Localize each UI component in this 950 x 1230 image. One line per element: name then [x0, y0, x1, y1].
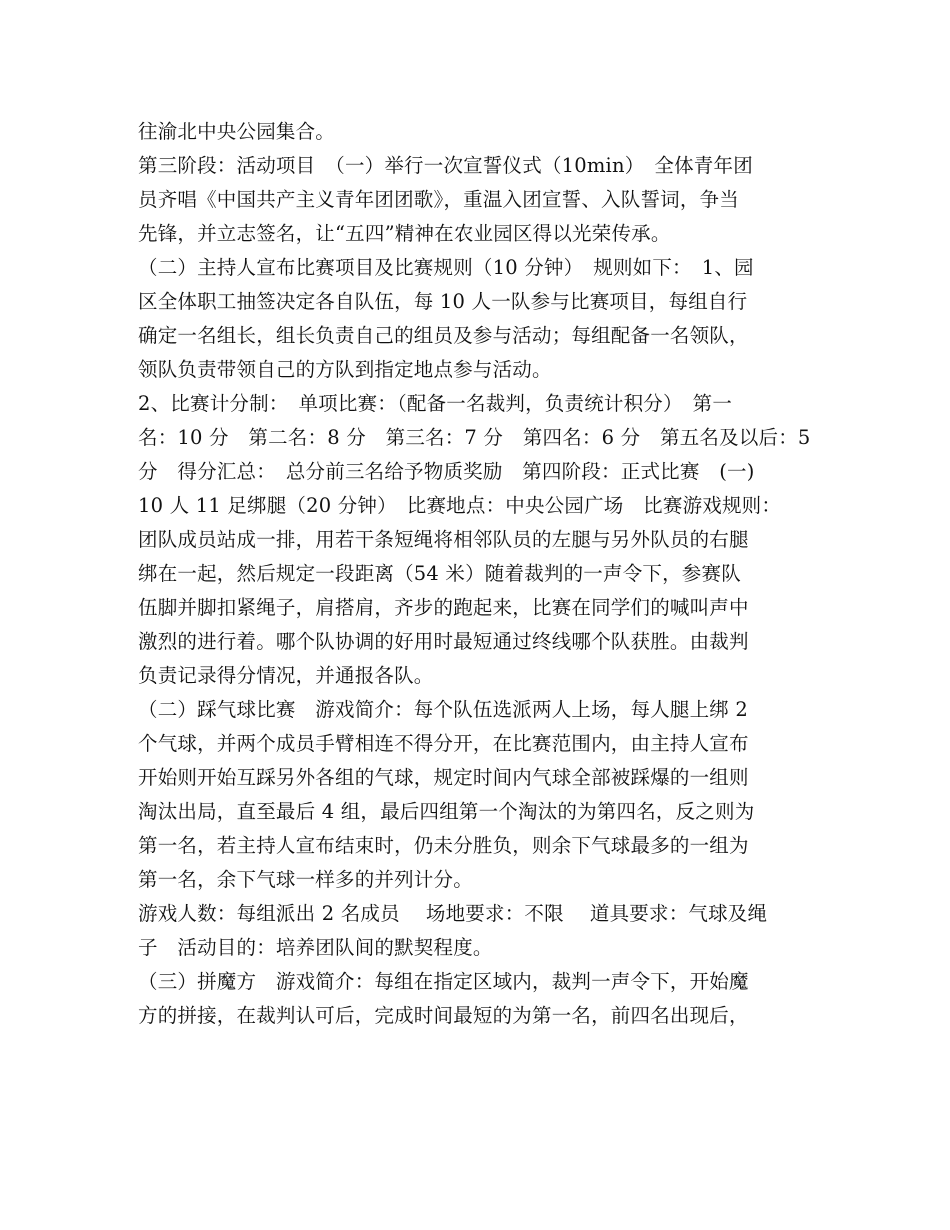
text-line: 确定一名组长，组长负责自己的组员及参与活动；每组配备一名领队，	[138, 324, 749, 347]
text-line: （三）拼魔方 游戏简介：每组在指定区域内，裁判一声令下，开始魔	[138, 970, 749, 993]
text-line: 员齐唱《中国共产主义青年团团歌》，重温入团宣誓、入队誓词，争当	[138, 188, 739, 211]
text-line: 游戏人数：每组派出 2 名成员 场地要求：不限 道具要求：气球及绳	[138, 902, 768, 925]
text-line: 个气球，并两个成员手臂相连不得分开，在比赛范围内，由主持人宣布	[138, 732, 749, 755]
text-line: 10 人 11 足绑腿（20 分钟） 比赛地点：中央公园广场 比赛游戏规则：	[138, 494, 782, 517]
text-line: 区全体职工抽签决定各自队伍，每 10 人一队参与比赛项目，每组自行	[138, 290, 748, 313]
text-line: （二）踩气球比赛 游戏简介：每个队伍选派两人上场，每人腿上绑 2	[138, 698, 749, 721]
text-line: （二）主持人宣布比赛项目及比赛规则（10 分钟） 规则如下： 1、园	[138, 256, 754, 279]
text-line: 淘汰出局，直至最后 4 组，最后四组第一个淘汰的为第四名，反之则为	[138, 800, 755, 823]
text-line: 名：10 分 第二名：8 分 第三名：7 分 第四名：6 分 第五名及以后：5	[138, 426, 811, 449]
text-line: 第一名，若主持人宣布结束时，仍未分胜负，则余下气球最多的一组为	[138, 834, 749, 857]
text-line: 领队负责带领自己的方队到指定地点参与活动。	[138, 358, 552, 381]
text-line: 先锋，并立志签名，让“五四”精神在农业园区得以光荣传承。	[138, 222, 671, 245]
text-line: 往渝北中央公园集合。	[138, 120, 336, 143]
text-line: 负责记录得分情况，并通报各队。	[138, 664, 434, 687]
text-line: 2、比赛计分制： 单项比赛：（配备一名裁判，负责统计积分） 第一	[138, 392, 733, 415]
text-line: 第三阶段：活动项目 （一）举行一次宣誓仪式（10min） 全体青年团	[138, 154, 753, 177]
document-body	[138, 115, 814, 1033]
text-line: 伍脚并脚扣紧绳子，肩搭肩，齐步的跑起来，比赛在同学们的喊叫声中	[138, 596, 749, 619]
text-line: 开始则开始互踩另外各组的气球，规定时间内气球全部被踩爆的一组则	[138, 766, 749, 789]
text-line: 分 得分汇总： 总分前三名给予物质奖励 第四阶段：正式比赛 (一)	[138, 460, 755, 483]
text-line: 激烈的进行着。哪个队协调的好用时最短通过终线哪个队获胜。由裁判	[138, 630, 749, 653]
text-line: 子 活动目的：培养团队间的默契程度。	[138, 936, 493, 959]
text-line: 绑在一起，然后规定一段距离（54 米）随着裁判的一声令下，参赛队	[138, 562, 741, 585]
text-line: 团队成员站成一排，用若干条短绳将相邻队员的左腿与另外队员的右腿	[138, 528, 749, 551]
text-line: 方的拼接，在裁判认可后，完成时间最短的为第一名，前四名出现后，	[138, 1004, 749, 1027]
text-line: 第一名，余下气球一样多的并列计分。	[138, 868, 473, 891]
